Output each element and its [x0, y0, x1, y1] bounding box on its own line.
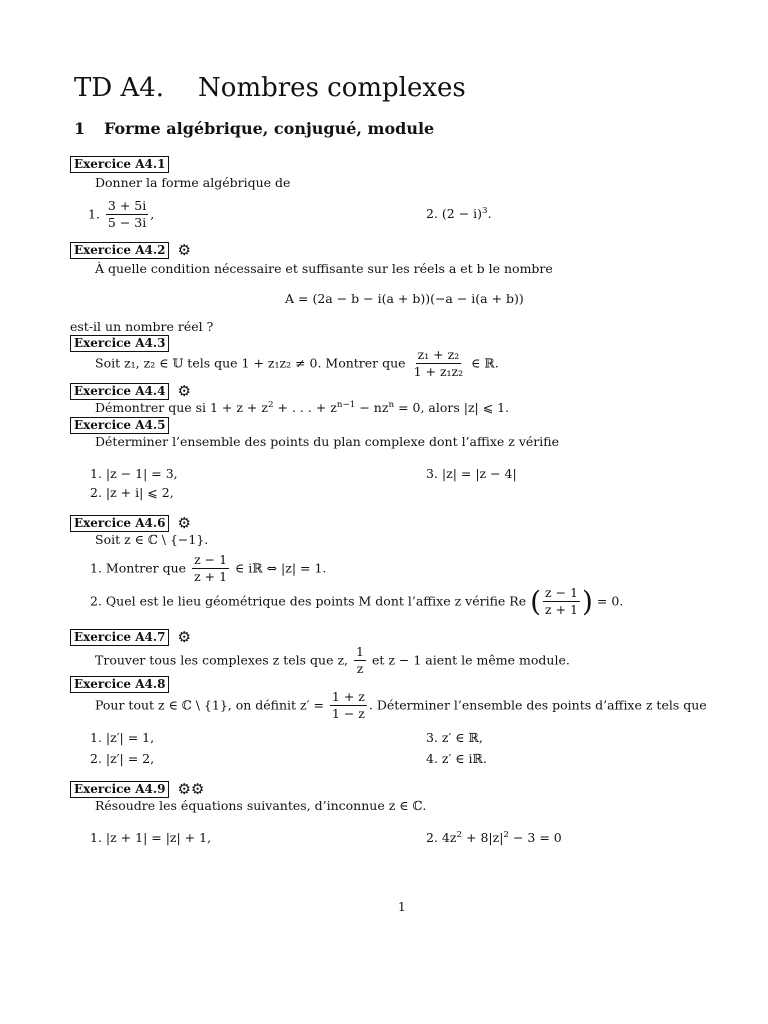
statement-text: . Déterminer l’ensemble des points d’affixe z tels que: [368, 697, 707, 713]
exercise-a4-9-header: [70, 781, 204, 798]
exercise-a4-5-item-1: 1. |z − 1| = 3,: [90, 466, 178, 481]
title-code: TD A4.: [74, 73, 165, 103]
item-tail: .: [487, 206, 492, 221]
exercise-a4-8-item-3: 3. z′ ∈ ℝ,: [426, 730, 483, 745]
statement-text: Trouver tous les complexes z tels que z,: [95, 652, 349, 668]
exponent: 3: [482, 206, 488, 217]
statement-text: + 8|z|: [462, 830, 504, 845]
fraction: [412, 348, 466, 380]
exercise-a4-8-item-4: 4. z′ ∈ iℝ.: [426, 751, 487, 766]
fraction: [543, 586, 580, 618]
fraction-denominator: z: [356, 661, 364, 677]
fraction-numerator: 3 + 5i: [106, 199, 148, 215]
exercise-label: Exercice A4.2: [70, 242, 169, 259]
statement-text: + . . . + z: [273, 400, 337, 415]
gear-icon: ⚙: [177, 382, 191, 400]
statement-text: et z − 1 aient le même module.: [371, 652, 570, 668]
title-text: Nombres complexes: [198, 73, 466, 103]
fraction-denominator: z + 1: [545, 602, 578, 618]
exercise-a4-6-item-2: [90, 586, 623, 618]
exercise-a4-1-item-2: [426, 206, 492, 222]
exercise-a4-5-intro: Déterminer l’ensemble des points du plan complexe dont l’affixe z vérifie: [95, 434, 560, 449]
statement-text: ∈ iℝ ⇔ |z| = 1.: [235, 560, 327, 576]
fraction-numerator: 1: [354, 645, 366, 661]
exercise-a4-9-item-1: 1. |z + 1| = |z| + 1,: [90, 830, 212, 845]
section-label: Forme algébrique, conjugué, module: [104, 119, 435, 138]
exponent: n: [388, 400, 395, 411]
exercise-a4-2-header: [70, 242, 191, 259]
gear-icon: ⚙: [177, 514, 191, 532]
fraction: [354, 645, 366, 677]
gear-icon: ⚙: [177, 628, 191, 646]
right-parenthesis: ): [582, 584, 593, 618]
exercise-label: Exercice A4.1: [70, 156, 169, 173]
statement-text: 1. Montrer que: [90, 560, 187, 576]
exercise-a4-5-header: [70, 417, 169, 434]
exercise-a4-4-header: [70, 383, 191, 400]
fraction-denominator: 1 + z₁z₂: [413, 364, 464, 380]
fraction: [192, 553, 229, 585]
fraction-denominator: 1 − z: [331, 706, 365, 722]
statement-text: = 0.: [596, 593, 624, 609]
statement-text: 2. 4z: [426, 830, 457, 845]
exercise-label: Exercice A4.6: [70, 515, 169, 532]
exercise-a4-9-intro: Résoudre les équations suivantes, d’inconnue z ∈ ℂ.: [95, 798, 427, 813]
exponent: 2: [267, 400, 274, 411]
statement-text: − 3 = 0: [509, 830, 562, 845]
fraction-numerator: 1 + z: [330, 690, 367, 706]
exercise-a4-7-header: [70, 629, 191, 646]
fraction: [106, 199, 148, 231]
statement-text: = 0, alors |z| ⩽ 1.: [394, 400, 510, 415]
fraction-numerator: z − 1: [543, 586, 580, 602]
exponent: 2: [456, 830, 463, 841]
exercise-label: Exercice A4.5: [70, 417, 169, 434]
item-number: 1.: [88, 206, 100, 222]
exercise-a4-9-item-2: [426, 830, 562, 846]
item-tail: ,: [150, 206, 155, 222]
statement-text: Soit z₁, z₂ ∈ 𝕌 tels que 1 + z₁z₂ ≠ 0. Montrer que: [95, 355, 406, 371]
exercise-a4-1-header: [70, 156, 169, 173]
exercise-a4-6-header: [70, 515, 191, 532]
exercise-a4-6-intro: Soit z ∈ ℂ \ {−1}.: [95, 532, 209, 547]
statement-text: 2. Quel est le lieu géométrique des points M dont l’affixe z vérifie Re: [90, 593, 527, 609]
exercise-a4-2-intro: À quelle condition nécessaire et suffisante sur les réels a et b le nombre: [95, 261, 553, 276]
exercise-label: Exercice A4.9: [70, 781, 169, 798]
exercise-a4-6-item-1: [90, 553, 326, 585]
gear-icon: ⚙: [177, 241, 191, 259]
exercise-label: Exercice A4.3: [70, 335, 169, 352]
page-title: [74, 72, 466, 105]
page-number: 1: [398, 900, 406, 914]
statement-text: ∈ ℝ.: [471, 355, 499, 371]
exercise-a4-5-item-2: 2. |z + i| ⩽ 2,: [90, 485, 174, 500]
exercise-a4-2-outro: est-il un nombre réel ?: [70, 319, 214, 334]
exercise-a4-8-item-1: 1. |z′| = 1,: [90, 730, 155, 745]
statement-text: Pour tout z ∈ ℂ \ {1}, on définit z′ =: [95, 697, 324, 713]
fraction-numerator: z₁ + z₂: [416, 348, 462, 364]
item-number: 2.: [426, 206, 438, 221]
exercise-a4-1-intro: Donner la forme algébrique de: [95, 175, 291, 190]
statement-text: Démontrer que si 1 + z + z: [95, 400, 268, 415]
exercise-label: Exercice A4.8: [70, 676, 169, 693]
statement-text: − nz: [355, 400, 389, 415]
exercise-a4-8-item-2: 2. |z′| = 2,: [90, 751, 155, 766]
section-number: 1: [74, 119, 86, 138]
fraction-denominator: z + 1: [194, 569, 228, 585]
exercise-a4-8-statement: [95, 690, 707, 722]
exercise-a4-2-formula: A = (2a − b − i(a + b))(−a − i(a + b)): [285, 291, 524, 306]
gear-icon: ⚙: [177, 780, 191, 798]
exponent: 2: [503, 830, 509, 841]
fraction-numerator: z − 1: [192, 553, 229, 569]
exercise-a4-3-statement: [95, 348, 499, 380]
exercise-a4-1-item-1: [88, 199, 154, 231]
left-parenthesis: (: [530, 584, 542, 618]
exercise-a4-4-statement: [95, 400, 509, 416]
section-heading: [74, 119, 434, 139]
fraction-denominator: 5 − 3i: [107, 215, 147, 231]
item-expression: (2 − i): [441, 206, 483, 221]
exercise-a4-5-item-3: 3. |z| = |z − 4|: [426, 466, 517, 481]
gear-icon: ⚙: [190, 780, 205, 798]
exponent: n−1: [336, 400, 356, 411]
exercise-a4-7-statement: [95, 645, 570, 677]
exercise-label: Exercice A4.4: [70, 383, 169, 400]
exercise-label: Exercice A4.7: [70, 629, 169, 646]
fraction: [330, 690, 367, 722]
